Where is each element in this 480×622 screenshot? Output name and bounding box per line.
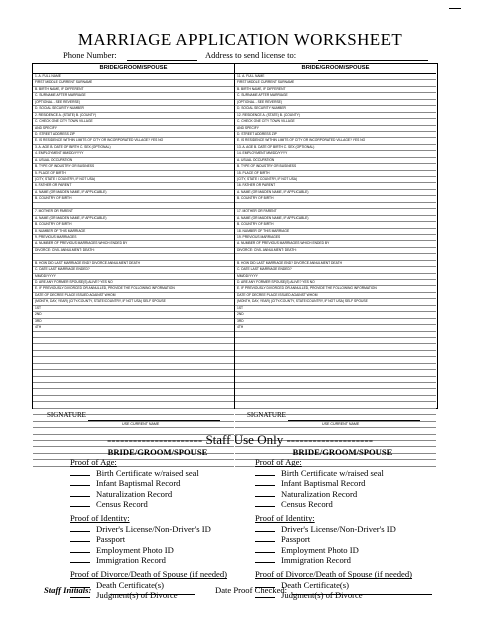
form-row-label: 12. RESIDENCE A. (STATE) B. (COUNTY) bbox=[237, 112, 300, 117]
form-row-label: B. HOW DID LAST MARRIAGE END? DIVORCE ANNULMENT DEATH bbox=[35, 260, 140, 265]
form-row-label: (MONTH, DAY, YEAR) (CITY/COUNTY, STATE/COUNTRY, IF NOT USA) SELF SPOUSE bbox=[237, 299, 368, 304]
signature-label-left: SIGNATURE bbox=[47, 411, 86, 419]
form-row-label: DIVORCE: CIVIL ANNULMENT: DEATH: bbox=[35, 247, 95, 252]
form-row-label: A. NAME (OR MAIDEN NAME, IF APPLICABLE) bbox=[237, 215, 309, 220]
staff-section-right bbox=[255, 447, 430, 601]
checklist-item[interactable]: Infant Baptismal Record bbox=[255, 478, 430, 488]
form-row-label: 3. A. AGE B. DATE OF BIRTH C. SEX (OPTIONAL) bbox=[35, 144, 111, 149]
form-row-label: (OPTIONAL - SEE REVERSE) bbox=[35, 99, 80, 104]
checklist-item[interactable]: Census Record bbox=[255, 499, 430, 509]
right-column-header: BRIDE/GROOM/SPOUSE bbox=[235, 64, 436, 74]
form-row-label: FIRST MIDDLE CURRENT SURNAME bbox=[35, 80, 93, 85]
form-row-label: C. SURNAME AFTER MARRIAGE bbox=[35, 93, 86, 98]
checklist-item[interactable]: Judgment(s) of Divorce bbox=[70, 590, 245, 600]
form-row-label: MM/DD/YYYY bbox=[237, 273, 258, 278]
form-row-label: C. SURNAME AFTER MARRIAGE bbox=[237, 93, 288, 98]
proof-of-age-title-right: Proof of Age: bbox=[255, 457, 302, 468]
form-row-label: C. CHECK ONE CITY TOWN VILLAGE bbox=[35, 119, 93, 124]
date-proof-checked-line[interactable] bbox=[292, 594, 432, 595]
checklist-item[interactable]: Death Certificate(s) bbox=[70, 580, 245, 590]
checklist-item[interactable]: Employment Photo ID bbox=[255, 545, 430, 555]
staff-section-left bbox=[70, 447, 245, 601]
signature-line-left[interactable] bbox=[88, 420, 220, 421]
checklist-item[interactable]: Driver's License/Non-Driver's ID bbox=[255, 524, 430, 534]
application-form bbox=[32, 63, 438, 409]
proof-of-divorce-title-left: Proof of Divorce/Death of Spouse (if needed) bbox=[70, 569, 228, 580]
form-row-label: B. BIRTH NAME, IF DIFFERENT bbox=[35, 86, 84, 91]
form-row-label: B. HOW DID LAST MARRIAGE END? DIVORCE ANNULMENT DEATH bbox=[237, 260, 342, 265]
form-row-label: 3RD bbox=[35, 318, 42, 323]
form-row-label: 4TH bbox=[35, 325, 42, 330]
form-row-label: (MONTH, DAY, YEAR) (CITY/COUNTY, STATE/COUNTRY, IF NOT USA) SELF SPOUSE bbox=[35, 299, 166, 304]
form-row-label: A. NUMBER OF PREVIOUS MARRIAGES WHICH ENDED BY bbox=[35, 241, 128, 246]
form-row-label: 2. RESIDENCE A. (STATE) B. (COUNTY) bbox=[35, 112, 97, 117]
checklist-item[interactable]: Infant Baptismal Record bbox=[70, 478, 245, 488]
form-row-label: AND SPECIFY bbox=[35, 125, 57, 130]
phone-line[interactable] bbox=[127, 60, 197, 61]
signature-sub-left: USE CURRENT NAME bbox=[122, 422, 160, 426]
form-row-label: 2ND bbox=[237, 312, 244, 317]
staff-initials-line[interactable] bbox=[110, 594, 195, 595]
address-line[interactable] bbox=[318, 60, 428, 61]
form-row-label: 2ND bbox=[35, 312, 42, 317]
phone-label: Phone Number: bbox=[63, 50, 117, 60]
left-column-header: BRIDE/GROOM/SPOUSE bbox=[33, 64, 234, 74]
checklist-item[interactable]: Immigration Record bbox=[70, 555, 245, 565]
signature-sub-right: USE CURRENT NAME bbox=[322, 422, 360, 426]
checklist-item[interactable]: Immigration Record bbox=[255, 555, 430, 565]
form-row-label: B. COUNTRY OF BIRTH bbox=[237, 196, 274, 201]
signature-line-right[interactable] bbox=[288, 420, 420, 421]
form-row-label: 17. MOTHER OR PARENT bbox=[237, 209, 277, 214]
form-row-label: 6. FATHER OR PARENT bbox=[35, 183, 72, 188]
checklist-item[interactable]: Census Record bbox=[70, 499, 245, 509]
form-row-label: (CITY, STATE / COUNTRY, IF NOT USA) bbox=[237, 177, 298, 181]
form-row-label: E. IS RESIDENCE WITHIN LIMITS OF CITY OR INCORPORATED VILLAGE? YES NO bbox=[35, 138, 164, 143]
form-row-label: 11. A. FULL NAME bbox=[237, 74, 265, 78]
date-proof-checked-label: Date Proof Checked: bbox=[215, 585, 288, 595]
left-rows bbox=[33, 74, 234, 467]
form-row-label: DATE OF DECREE PLACE ISSUED AGAINST WHOM bbox=[35, 292, 116, 297]
form-row-label: E. IF PREVIOUSLY DIVORCED OR ANNULLED, PROVIDE THE FOLLOWING INFORMATION bbox=[237, 286, 377, 291]
form-row-label: D. SOCIAL SECURITY NUMBER bbox=[35, 106, 84, 111]
proof-of-age-title-left: Proof of Age: bbox=[70, 457, 117, 468]
form-row-label: B. COUNTRY OF BIRTH bbox=[237, 222, 274, 227]
form-row-label: A. NUMBER OF PREVIOUS MARRIAGES WHICH ENDED BY bbox=[237, 241, 330, 246]
form-row-label: D. SOCIAL SECURITY NUMBER bbox=[237, 106, 286, 111]
form-row-label: (OPTIONAL - SEE REVERSE) bbox=[237, 99, 282, 104]
form-row-label: A. NAME (OR MAIDEN NAME, IF APPLICABLE) bbox=[237, 189, 309, 194]
form-row-label: D. ARE ANY FORMER SPOUSE(S) ALIVE? YES NO bbox=[35, 280, 113, 284]
form-row-label: 1. A. FULL NAME bbox=[35, 74, 61, 78]
staff-left-header: BRIDE/GROOM/SPOUSE bbox=[107, 447, 208, 457]
form-row-label: E. IS RESIDENCE WITHIN LIMITS OF CITY OR INCORPORATED VILLAGE? YES NO bbox=[237, 138, 366, 143]
form-row-label: 5. PLACE OF BIRTH bbox=[35, 170, 66, 175]
page-title: MARRIAGE APPLICATION WORKSHEET bbox=[77, 30, 403, 49]
form-row-label: DIVORCE: CIVIL ANNULMENT: DEATH: bbox=[237, 247, 297, 252]
checklist-item[interactable]: Birth Certificate w/raised seal bbox=[255, 468, 430, 478]
form-row-label: DATE OF DECREE PLACE ISSUED AGAINST WHOM bbox=[237, 292, 318, 297]
form-row-label: 3RD bbox=[237, 318, 244, 323]
left-column bbox=[33, 64, 235, 408]
form-row-label: A. NAME (OR MAIDEN NAME, IF APPLICABLE) bbox=[35, 189, 107, 194]
form-row-label: B. COUNTRY OF BIRTH bbox=[35, 196, 72, 201]
form-row-label: 15. PLACE OF BIRTH bbox=[237, 170, 270, 175]
form-row-label: 1ST bbox=[237, 305, 244, 310]
staff-initials-label: Staff Initials: bbox=[44, 585, 92, 595]
form-row-label: FIRST MIDDLE CURRENT SURNAME bbox=[237, 80, 295, 85]
staff-right-header: BRIDE/GROOM/SPOUSE bbox=[292, 447, 393, 457]
form-row-label: A. NAME (OR MAIDEN NAME, IF APPLICABLE) bbox=[35, 215, 107, 220]
form-row-label: A. USUAL OCCUPATION bbox=[237, 157, 275, 162]
form-row-label: D. ARE ANY FORMER SPOUSE(S) ALIVE? YES NO bbox=[237, 280, 315, 284]
proof-of-identity-title-left: Proof of Identity: bbox=[70, 513, 130, 524]
checklist-item[interactable]: Judgment(s) of Divorce bbox=[255, 590, 430, 600]
corner-mark bbox=[449, 8, 461, 9]
form-row-label: B. TYPE OF INDUSTRY OR BUSINESS bbox=[35, 164, 95, 169]
form-row-label: A. USUAL OCCUPATION bbox=[35, 157, 73, 162]
form-row-label: 9. PREVIOUS MARRIAGES bbox=[35, 234, 77, 239]
form-row-label: 7. MOTHER OR PARENT bbox=[35, 209, 73, 214]
form-row-label: B. COUNTRY OF BIRTH bbox=[35, 222, 72, 227]
checklist-item[interactable]: Naturalization Record bbox=[255, 489, 430, 499]
form-row-label: 16. FATHER OR PARENT bbox=[237, 183, 276, 188]
form-row-label: AND SPECIFY bbox=[237, 125, 259, 130]
form-row-label: B. TYPE OF INDUSTRY OR BUSINESS bbox=[237, 164, 297, 169]
checklist-item[interactable]: Death Certificate(s) bbox=[255, 580, 430, 590]
right-column bbox=[235, 64, 436, 408]
form-row-label: 18. NUMBER OF THIS MARRIAGE bbox=[237, 228, 290, 233]
form-row-label: 14. EMPLOYMENT MM/DD/YYYY bbox=[237, 151, 288, 156]
form-row-label: MM/DD/YYYY bbox=[35, 273, 56, 278]
signature-label-right: SIGNATURE bbox=[247, 411, 286, 419]
form-row-label: D. STREET ADDRESS ZIP bbox=[237, 131, 277, 136]
form-row-label: 4TH bbox=[237, 325, 244, 330]
checklist-item[interactable]: Driver's License/Non-Driver's ID bbox=[70, 524, 245, 534]
proof-of-identity-title-right: Proof of Identity: bbox=[255, 513, 315, 524]
form-row-label: D. STREET ADDRESS ZIP bbox=[35, 131, 75, 136]
form-row-label: E. IF PREVIOUSLY DIVORCED OR ANNULLED, PROVIDE THE FOLLOWING INFORMATION bbox=[35, 286, 175, 291]
proof-of-divorce-title-right: Proof of Divorce/Death of Spouse (if needed) bbox=[255, 569, 413, 580]
form-row-label: 4. EMPLOYMENT MM/DD/YYYY bbox=[35, 151, 84, 156]
form-row-label: 8. NUMBER OF THIS MARRIAGE bbox=[35, 228, 86, 233]
form-row-label: (CITY, STATE / COUNTRY, IF NOT USA) bbox=[35, 177, 96, 181]
form-row-label: 19. PREVIOUS MARRIAGES bbox=[237, 234, 281, 239]
checklist-item[interactable]: Employment Photo ID bbox=[70, 545, 245, 555]
checklist-item[interactable]: Birth Certificate w/raised seal bbox=[70, 468, 245, 478]
form-row-label: C. DATE LAST MARRIAGE ENDED? bbox=[237, 267, 292, 272]
form-row-label: B. BIRTH NAME, IF DIFFERENT bbox=[237, 86, 286, 91]
form-row-label: 1ST bbox=[35, 305, 42, 310]
checklist-item[interactable]: Passport bbox=[70, 534, 245, 544]
staff-use-only-heading: ---------------------- Staff Use Only -------------------- bbox=[106, 432, 374, 447]
checklist-item[interactable]: Passport bbox=[255, 534, 430, 544]
right-rows bbox=[235, 74, 436, 467]
form-row-label: C. CHECK ONE CITY TOWN VILLAGE bbox=[237, 119, 295, 124]
form-row-label: 13. A. AGE B. DATE OF BIRTH C. SEX (OPTIONAL) bbox=[237, 144, 315, 149]
checklist-item[interactable]: Naturalization Record bbox=[70, 489, 245, 499]
address-label: Address to send license to: bbox=[205, 50, 297, 60]
form-row-label: C. DATE LAST MARRIAGE ENDED? bbox=[35, 267, 90, 272]
